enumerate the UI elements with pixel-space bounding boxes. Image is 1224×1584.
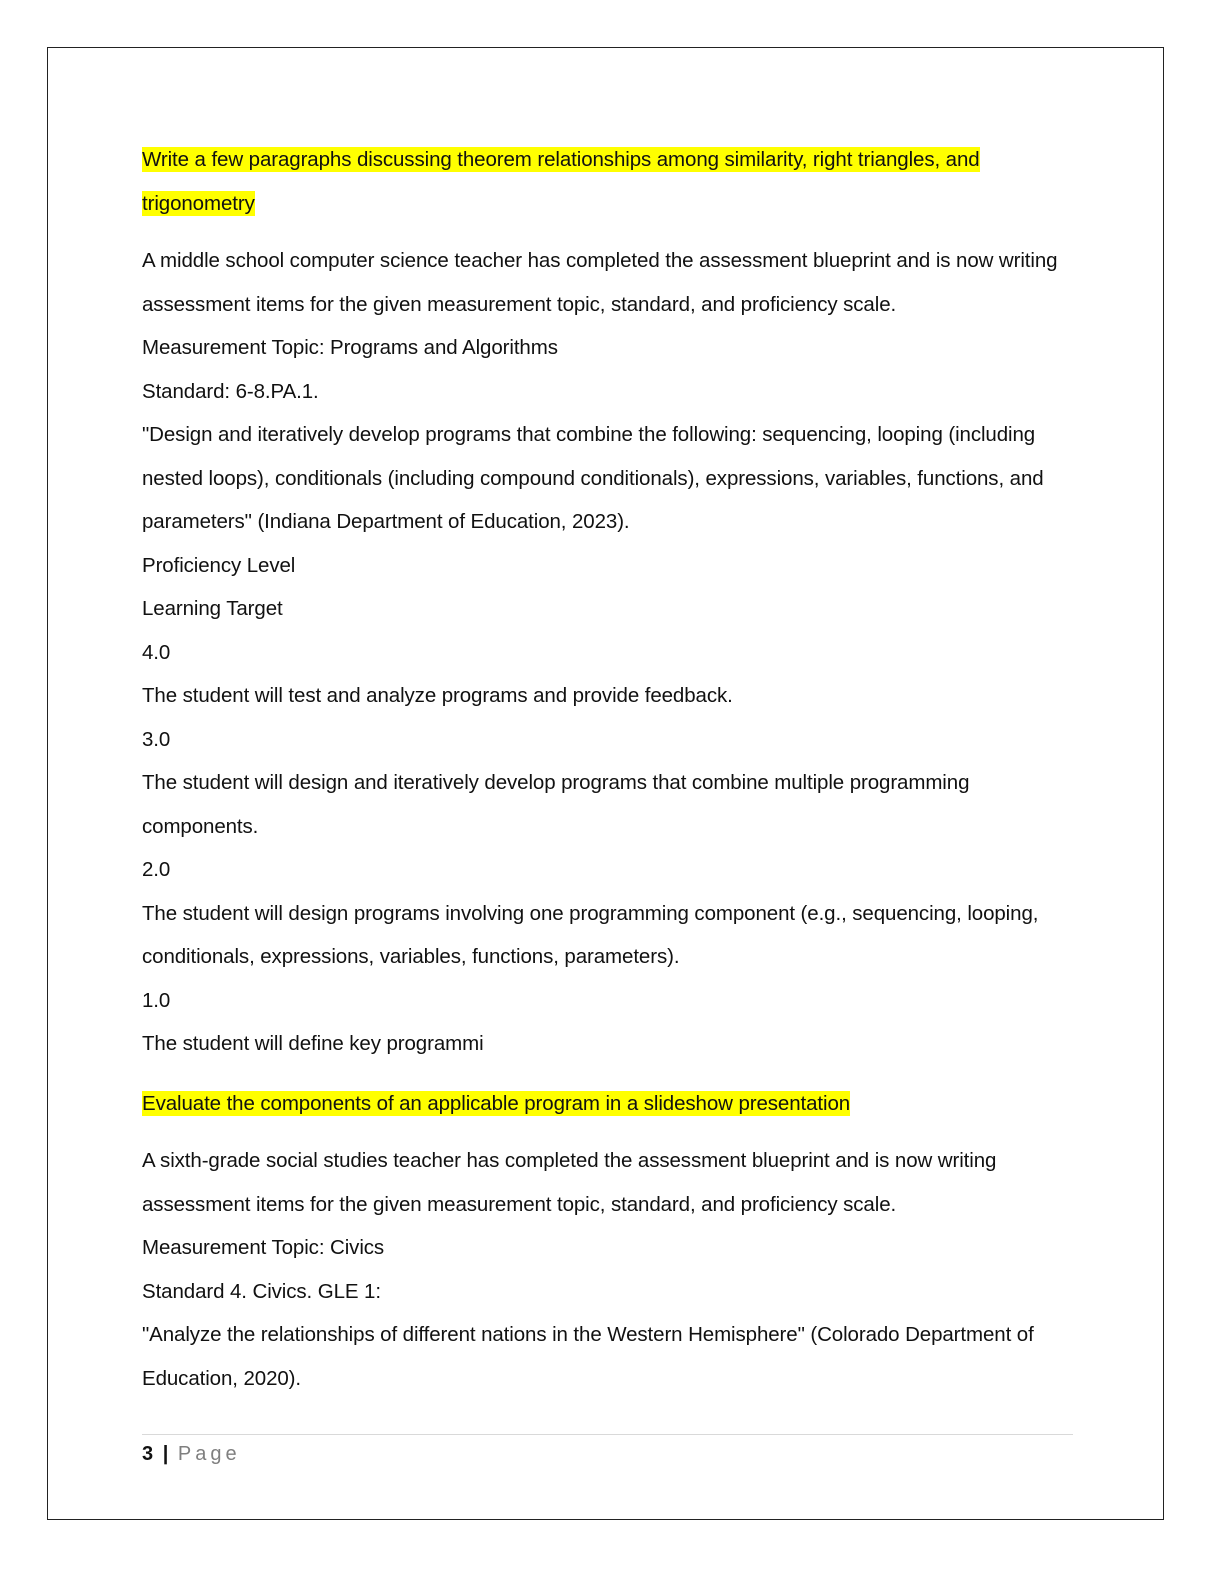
standard-quote-1: "Design and iteratively develop programs that combine the following: sequencing, looping (including nested loops), conditionals (including compound conditionals), expressions, variables, functions, and parameters" (Indiana Department of Education, 2023). <box>142 423 1044 533</box>
measurement-topic-1: Measurement Topic: Programs and Algorithms <box>142 336 558 359</box>
page-number: 3 <box>142 1443 154 1465</box>
section-heading-2: Evaluate the components of an applicable program in a slideshow presentation <box>142 1091 851 1115</box>
level-3-target: The student will design and iteratively develop programs that combine multiple programming components. <box>142 771 970 838</box>
level-4-label: 4.0 <box>142 640 171 664</box>
level-2-label: 2.0 <box>142 858 171 881</box>
level-3-label: 3.0 <box>142 727 171 751</box>
standard-quote-2: "Analyze the relationships of different nations in the Western Hemisphere" (Colorado Department of Education, 2020). <box>142 1323 1034 1390</box>
scale-header-proficiency: Proficiency Level <box>142 553 296 577</box>
section-heading-1: Write a few paragraphs discussing theorem relationships among similarity, right triangles, and trigonometry <box>142 148 980 215</box>
scale-header-target: Learning Target <box>142 597 283 620</box>
intro-paragraph-2: A sixth-grade social studies teacher has completed the assessment blueprint and is now writing assessment items for the given measurement topic, standard, and proficiency scale. <box>142 1149 997 1216</box>
document-body <box>142 138 1082 1400</box>
level-2-target: The student will design programs involving one programming component (e.g., sequencing, looping, conditionals, expressions, variables, functions, parameters). <box>142 901 1039 968</box>
footer-rule <box>142 1434 1073 1435</box>
page-footer <box>142 1441 241 1467</box>
standard-2: Standard 4. Civics. GLE 1: <box>142 1279 381 1303</box>
level-4-target: The student will test and analyze programs and provide feedback. <box>142 684 733 707</box>
level-1-label: 1.0 <box>142 988 171 1012</box>
level-1-target: The student will define key programmi <box>142 1032 484 1055</box>
measurement-topic-2: Measurement Topic: Civics <box>142 1236 385 1259</box>
page-word: Page <box>177 1443 241 1465</box>
footer-separator: | <box>162 1443 169 1465</box>
intro-paragraph-1: A middle school computer science teacher has completed the assessment blueprint and is now writing assessment items for the given measurement topic, standard, and proficiency scale. <box>142 249 1058 316</box>
section-gap <box>142 1066 1082 1082</box>
standard-1: Standard: 6-8.PA.1. <box>142 379 319 403</box>
